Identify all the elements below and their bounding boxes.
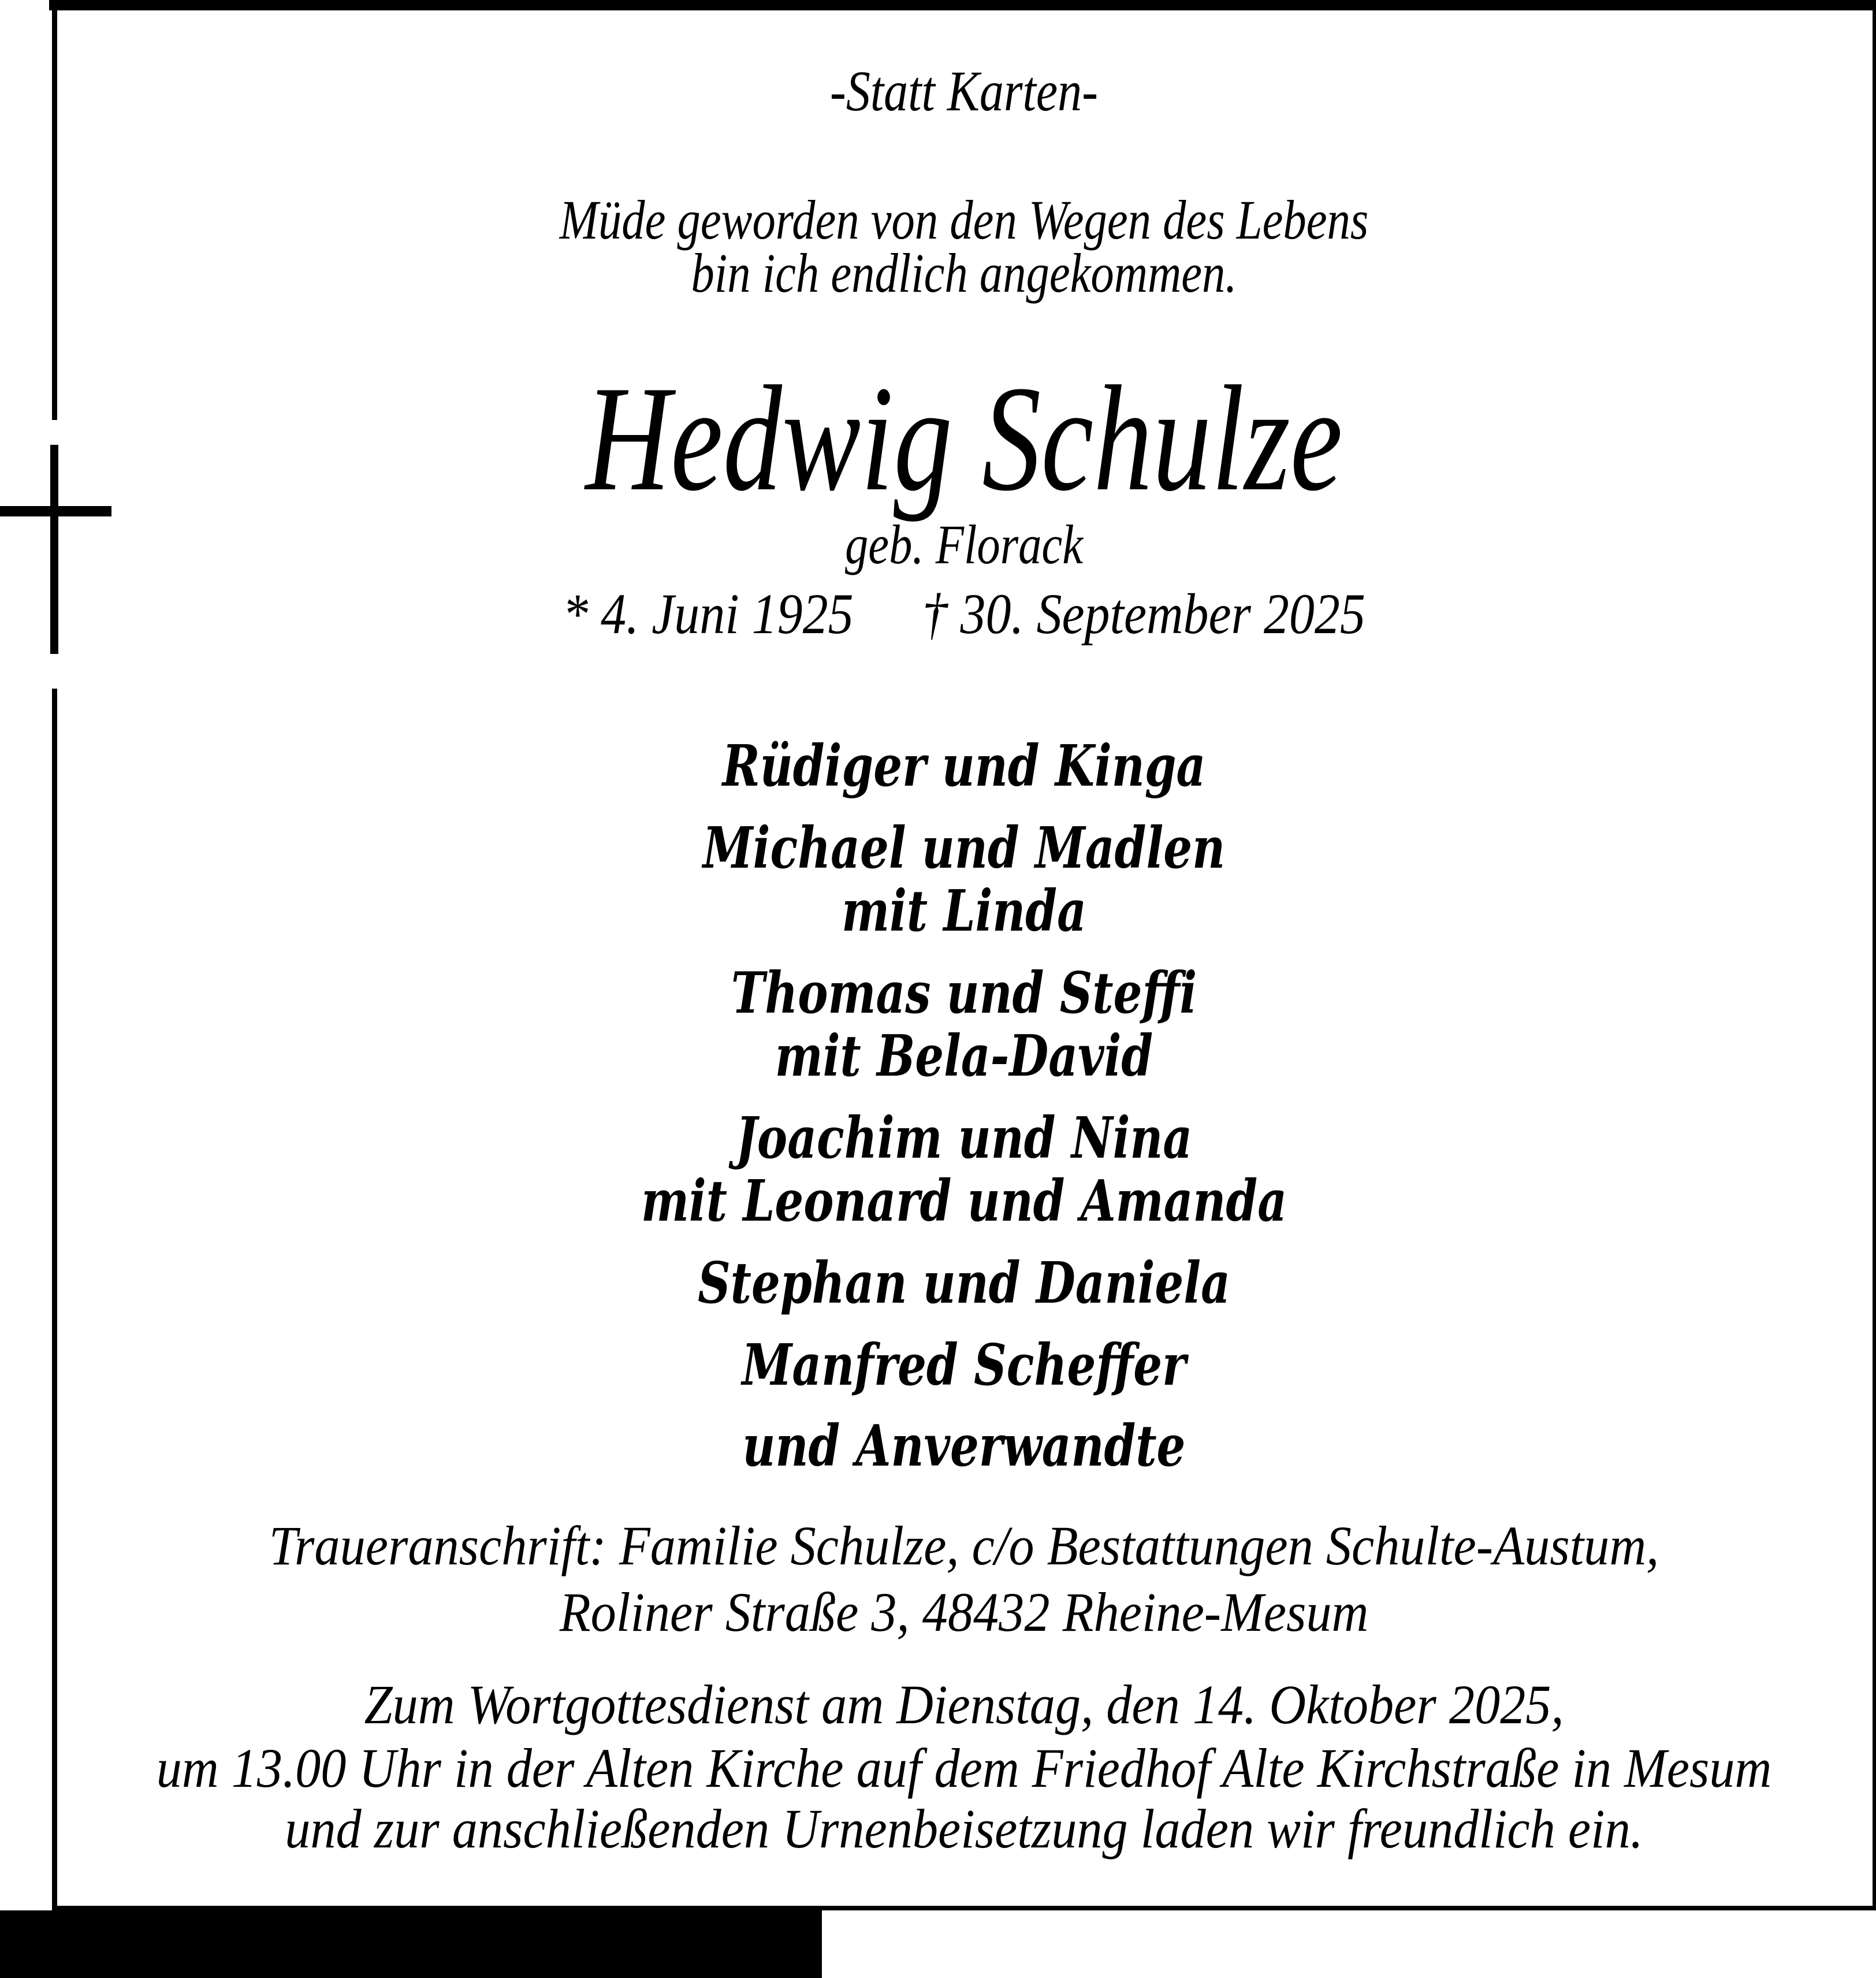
service-info-line-2: um 13.00 Uhr in der Alten Kirche auf dem Friedhof Alte Kirchstraße in Mesum	[156, 1737, 1772, 1799]
mourner-line: Michael und Madlen	[702, 815, 1226, 882]
life-dates	[161, 582, 1766, 646]
mourner-line: und Anverwandte	[742, 1413, 1186, 1479]
mourner-line: mit Bela-David	[775, 1023, 1153, 1090]
mourner-line: Joachim und Nina	[735, 1105, 1193, 1172]
mourner-line: Thomas und Steffi	[731, 960, 1197, 1027]
service-info-line-1: Zum Wortgottesdienst am Dienstag, den 14. Oktober 2025,	[364, 1674, 1564, 1735]
service-info-line-3: und zur anschließenden Urnenbeisetzung laden wir freundlich ein.	[285, 1798, 1643, 1860]
mourner-line: mit Linda	[842, 878, 1086, 945]
verse-line-1: Müde geworden von den Wegen des Lebens	[559, 189, 1369, 251]
pre-header: -Statt Karten-	[829, 59, 1099, 123]
birth-date: * 4. Juni 1925	[563, 582, 854, 646]
mourning-address-line-1: Traueranschrift: Familie Schulze, c/o Bestattungen Schulte-Austum,	[269, 1515, 1659, 1577]
mourner-line: Rüdiger und Kinga	[722, 733, 1206, 800]
deceased-name: Hedwig Schulze	[585, 355, 1343, 522]
mourning-address-line-2: Roliner Straße 3, 48432 Rheine-Mesum	[559, 1581, 1369, 1643]
mourner-line: mit Leonard und Amanda	[641, 1168, 1287, 1235]
mourner-line: Manfred Scheffer	[742, 1332, 1186, 1399]
death-date: † 30. September 2025	[922, 582, 1365, 646]
maiden-name: geb. Florack	[844, 514, 1084, 575]
verse-line-2: bin ich endlich angekommen.	[691, 242, 1237, 304]
mourner-line: Stephan und Daniela	[698, 1250, 1230, 1317]
obituary-notice	[52, 0, 1876, 1978]
